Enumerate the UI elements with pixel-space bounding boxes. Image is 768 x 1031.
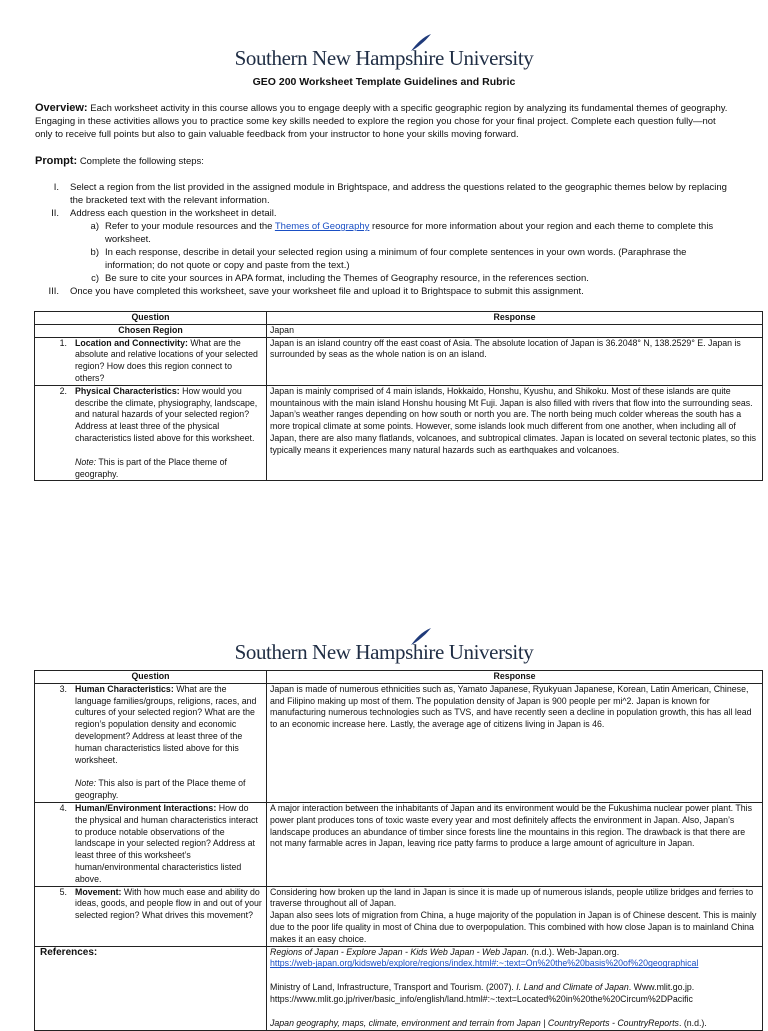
question-3: 3. Human Characteristics: What are the language families/groups, religions, races, and cultures of your selected region? What are the region’s population density and economic development? Address at least three of the human characteristics listed above for this worksheet. Note: This also is part of the Place theme of geography. [35,683,267,802]
step-a: a) Refer to your module resources and the Themes of Geography resource for more information about your region and each theme to complete this worksheet. [90,221,714,245]
steps-list [35,181,735,301]
chosen-region-value[interactable]: Japan [267,324,763,337]
question-4: 4. Human/Environment Interactions: How do the physical and human characteristics interact to produce notable observations of the landscape in your selected region? Address at least three of this worksheet’s human/environmental characteristics listed above. [35,802,267,886]
references-list[interactable] [267,946,763,1030]
table-row [35,683,763,802]
overview-label: Overview: [35,102,88,114]
logo-wordmark: Southern New Hampshire University [234,640,534,664]
prompt-label: Prompt: [35,155,78,167]
worksheet-table-part1 [34,311,763,481]
reference-1-link[interactable]: https://web-japan.org/kidsweb/explore/regions/index.html#:~:text=On%20the%20basis%20of%20geographical [270,958,699,969]
prompt-paragraph [35,155,735,168]
references-label: References: [35,946,267,1030]
table-header-row [35,671,763,684]
table-row [35,886,763,946]
feather-icon [409,627,433,647]
prompt-text: Complete the following steps: [79,156,204,167]
chosen-region-label: Chosen Region [35,324,267,337]
step-iii: III. Once you have completed this worksheet, save your worksheet file and upload it to Brightspace to submit this assignment. [48,286,584,297]
step-i: I. Select a region from the list provided in the assigned module in Brightspace, and address the questions related to the geographic themes below by replacing the bracketed text with the relevant information. [53,182,727,206]
worksheet-table-part2 [34,670,763,1031]
chosen-region-row [35,324,763,337]
question-header: Question [35,312,267,325]
step-c: c) Be sure to cite your sources in APA format, including the Themes of Geography resource, in the references section. [91,273,589,284]
table-row [35,802,763,886]
response-4[interactable]: A major interaction between the inhabitants of Japan and its environment would be the Fukushima nuclear power plant. This power plant produces tons of toxic waste every year and most definitely affects the environment in Japan. Also, Japan’s landscape produces an abundance of timber since forests line the mountains in this region. The drawback is that there are not many farmable acres in Japan, leaving rice patty farms to produce a large amount of agriculture in Japan. [267,802,763,886]
table-row [35,385,763,481]
response-header: Response [267,671,763,684]
reference-2-url: https://www.mlit.go.jp/river/basic_info/english/land.html#:~:text=Located%20in%20the%20Circum%2DPacific [270,993,693,1004]
reference-3: Japan geography, maps, climate, environment and terrain from Japan | CountryReports - CountryReports. (n.d.). [270,1017,707,1028]
step-ii: II. Address each question in the worksheet in detail. [51,208,277,219]
response-2[interactable]: Japan is mainly comprised of 4 main islands, Hokkaido, Honshu, Kyushu, and Shikoku. Most of these islands are quite mountainous with the main island Honshu housing Mt Fuji. Japan is also filled with rivers that flow into the surrounding seas. Japan’s weather ranges depending on how south or north you are. The north being much colder whereas the south has a more tropical climate at some points. However, some islands look much different from one another, when including all of Japan, there are also many flatlands, volcanoes, and subtropical climates. Japan is located on several tectonic plates, so this typically means it experiences many natural hazards such as earthquakes and volcanoes. [267,385,763,481]
feather-icon [409,33,433,53]
university-logo-page2 [0,640,768,665]
reference-2: Ministry of Land, Infrastructure, Transport and Tourism. (2007). I. Land and Climate of Japan. Www.mlit.go.jp. [270,982,695,993]
response-1[interactable]: Japan is an island country off the east coast of Asia. The absolute location of Japan is 36.2048° N, 138.2529° E. Japan is surrounded by seas as the whole nation is on an island. [267,337,763,385]
question-1: 1. Location and Connectivity: What are the absolute and relative locations of your selected region? How does this region connect to others? [35,337,267,385]
logo-wordmark: Southern New Hampshire University [234,46,534,70]
document-title: GEO 200 Worksheet Template Guidelines and Rubric [252,76,516,88]
response-3[interactable]: Japan is made of numerous ethnicities such as, Yamato Japanese, Ryukyuan Japanese, Korean, Latin American, Chinese, and Filipino making up most of them. The population density of Japan is 900 people per mi^2. Japan is known for manufacturing numerous technologies such as TVS, and have recently seen a decline in population growth, this has all lead to an economic increase here. Lastly, the average age of citizens living in Japan is 46. [267,683,763,802]
question-header: Question [35,671,267,684]
overview-paragraph [35,102,735,141]
response-5[interactable]: Considering how broken up the land in Japan is since it is made up of numerous islands, people utilize bridges and ferries to traverse throughout all of Japan. Japan also sees lots of migration from China, a huge majority of the population in Japan is of Chinese descent. This is mainly due to the poor life quality in most of China due to overpopulation. This combined with how close Japan is to mainland China makes it an easy choice. [267,886,763,946]
themes-of-geography-link[interactable]: Themes of Geography [274,221,370,232]
response-header: Response [267,312,763,325]
table-row [35,337,763,385]
overview-text: Each worksheet activity in this course allows you to engage deeply with a specific geographic region by analyzing its fundamental themes of geography. Engaging in these activities allows you to practice some key skills needed to explore the region you chose for your final project. Complete each question fully—not only to receive full points but also to gain valuable feedback from your instructor to hone your skills moving forward. [35,103,728,140]
question-5: 5. Movement: With how much ease and ability do ideas, goods, and people flow in and out of your selected region? What drives this movement? [35,886,267,946]
table-header-row [35,312,763,325]
reference-1: Regions of Japan - Explore Japan - Kids Web Japan - Web Japan. (n.d.). Web-Japan.org. [270,946,620,957]
step-b: b) In each response, describe in detail your selected region using a minimum of four complete sentences in your own words. (Paraphrase the information; do not quote or copy and paste from the text.) [90,247,687,271]
university-logo [0,46,768,71]
question-2: 2. Physical Characteristics: How would you describe the climate, physiography, landscape, and natural hazards of your selected region? Address at least three of the physical characteristics listed above for this worksheet. Note: This is part of the Place theme of geography. [35,385,267,481]
references-row [35,946,763,1030]
